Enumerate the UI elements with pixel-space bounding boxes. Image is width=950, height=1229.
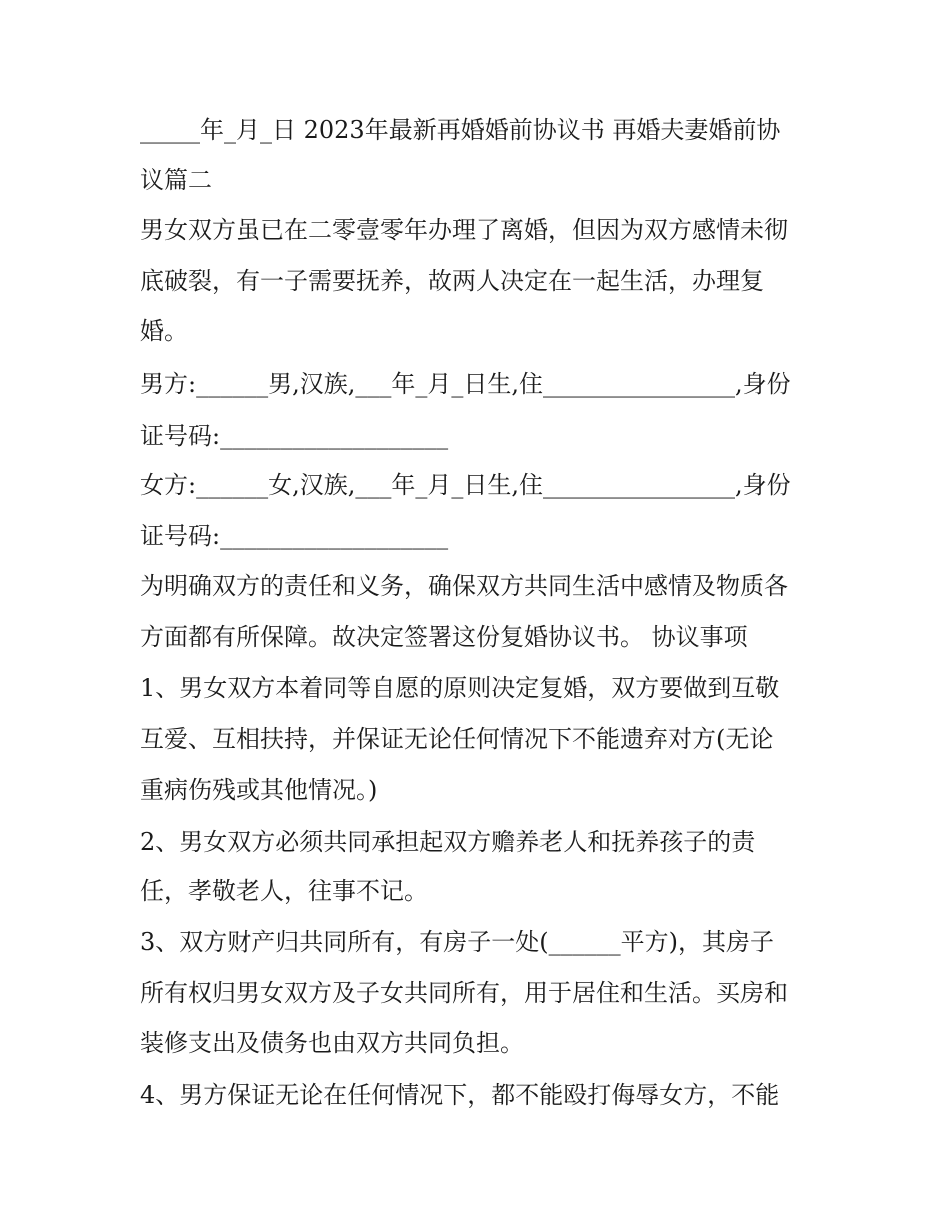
female-party-line: 女方:______女,汉族,___年_月_日生,住________________,身份 <box>140 471 791 499</box>
text-line: 任，孝敬老人，往事不记。 <box>140 877 428 905</box>
text-line: 方面都有所保障。故决定签署这份复婚协议书。 协议事项 <box>140 623 748 651</box>
text-line: 重病伤残或其他情况。) <box>140 776 378 804</box>
text-line: 为明确双方的责任和义务，确保双方共同生活中感情及物质各 <box>140 572 788 600</box>
text-line: 所有权归男女双方及子女共同所有，用于居住和生活。买房和 <box>140 979 788 1007</box>
clause-3-line: 3、双方财产归共同所有，有房子一处(______平方)，其房子 <box>140 928 774 956</box>
male-id-line: 证号码:___________________ <box>140 422 449 450</box>
female-id-line: 证号码:___________________ <box>140 522 449 550</box>
text-line: 互爱、互相扶持，并保证无论任何情况下不能遗弃对方(无论 <box>140 725 774 753</box>
text-line: _____年_月_日 2023年最新再婚婚前协议书 再婚夫妻婚前协 <box>140 116 781 144</box>
text-line: 底破裂，有一子需要抚养，故两人决定在一起生活，办理复 <box>140 267 764 295</box>
text-line: 男女双方虽已在二零壹零年办理了离婚，但因为双方感情未彻 <box>140 216 788 244</box>
clause-1-line: 1、男女双方本着同等自愿的原则决定复婚，双方要做到互敬 <box>140 674 780 702</box>
clause-4-line: 4、男方保证无论在任何情况下，都不能殴打侮辱女方，不能 <box>140 1081 780 1109</box>
text-line: 议篇二 <box>140 166 212 194</box>
text-line: 婚。 <box>140 317 188 345</box>
male-party-line: 男方:______男,汉族,___年_月_日生,住________________,身份 <box>140 370 791 398</box>
text-line: 装修支出及债务也由双方共同负担。 <box>140 1029 524 1057</box>
clause-2-line: 2、男女双方必须共同承担起双方赡养老人和抚养孩子的责 <box>140 828 756 856</box>
